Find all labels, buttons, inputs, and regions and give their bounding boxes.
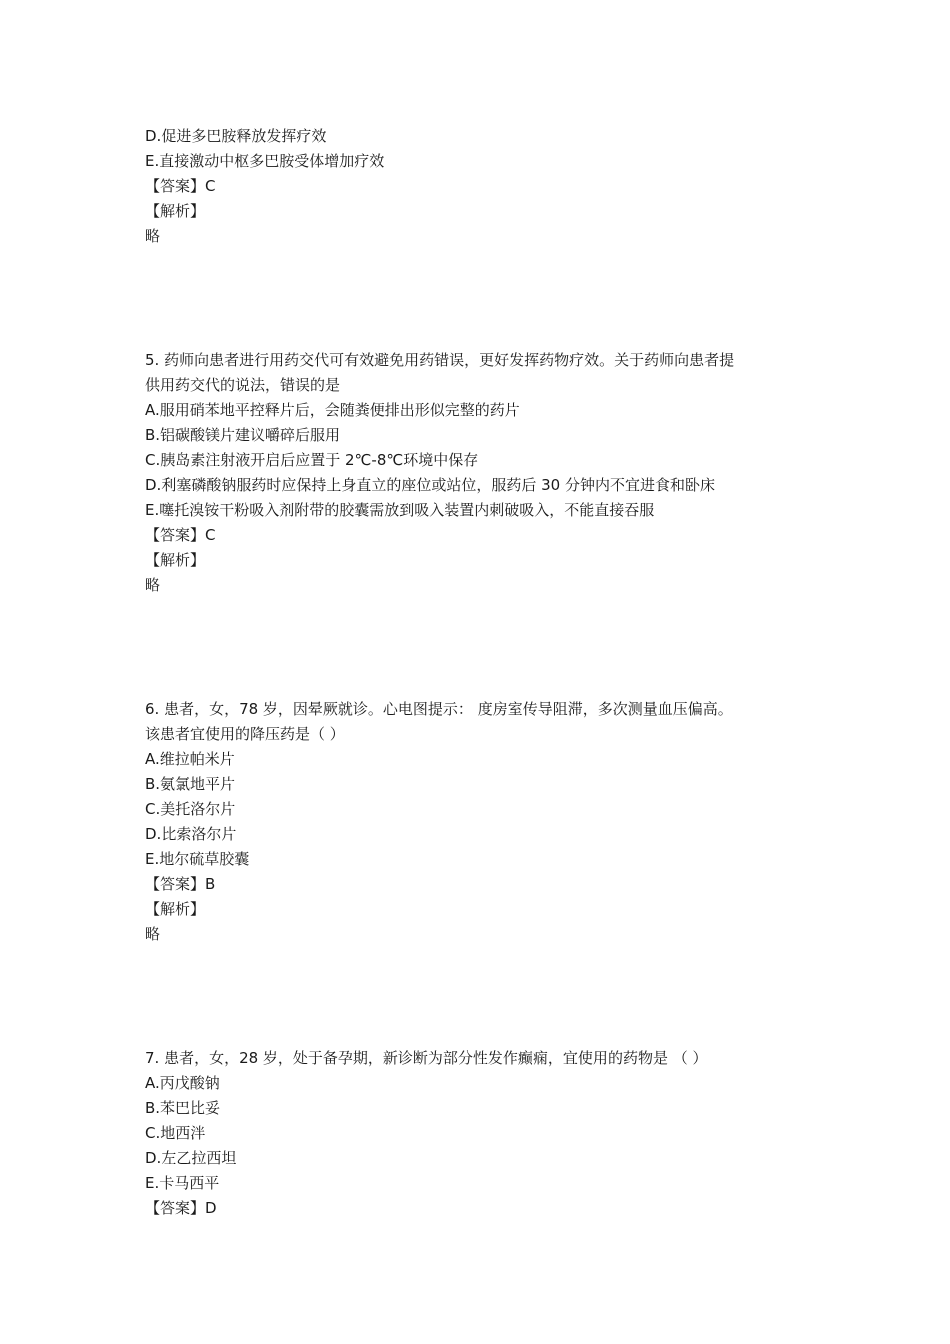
question-5 — [145, 348, 825, 598]
answer: 【答案】D — [145, 1199, 217, 1217]
option-a: A.丙戊酸钠 — [145, 1074, 220, 1092]
option-b: B.氨氯地平片 — [145, 775, 236, 793]
option-a: A.服用硝苯地平控释片后，会随粪便排出形似完整的药片 — [145, 401, 520, 419]
analysis-text: 略 — [145, 925, 161, 943]
answer: 【答案】C — [145, 526, 216, 544]
option-e: E.地尔硫草胶囊 — [145, 850, 250, 868]
question-stem: 7. 患者，女，28 岁，处于备孕期，新诊断为部分性发作癫痫，宜使用的药物是 （ ） — [145, 1049, 708, 1067]
option-e: E.卡马西平 — [145, 1174, 220, 1192]
option-c: C.胰岛素注射液开启后应置于 2℃-8℃环境中保存 — [145, 451, 479, 469]
option-c: C.美托洛尔片 — [145, 800, 236, 818]
option-b: B.苯巴比妥 — [145, 1099, 221, 1117]
option-c: C.地西泮 — [145, 1124, 206, 1142]
question-7 — [145, 1046, 825, 1221]
analysis-label: 【解析】 — [145, 202, 206, 220]
question-stem: 5. 药师向患者进行用药交代可有效避免用药错误，更好发挥药物疗效。关于药师向患者提 — [145, 351, 735, 369]
answer: 【答案】B — [145, 875, 216, 893]
option-a: A.维拉帕米片 — [145, 750, 235, 768]
option-d: D.比索洛尔片 — [145, 825, 237, 843]
option-e: E.噻托溴铵干粉吸入剂附带的胶囊需放到吸入装置内刺破吸入，不能直接吞服 — [145, 501, 655, 519]
question-stem: 供用药交代的说法，错误的是 — [145, 376, 341, 394]
analysis-text: 略 — [145, 576, 161, 594]
question-4-continued — [145, 124, 825, 249]
option-d: D.利塞磷酸钠服药时应保持上身直立的座位或站位，服药后 30 分钟内不宜进食和卧床 — [145, 476, 715, 494]
analysis-label: 【解析】 — [145, 900, 206, 918]
question-stem: 该患者宜使用的降压药是（ ） — [145, 725, 345, 743]
analysis-text: 略 — [145, 227, 161, 245]
answer: 【答案】C — [145, 177, 216, 195]
analysis-label: 【解析】 — [145, 551, 206, 569]
option-b: B.铝碳酸镁片建议嚼碎后服用 — [145, 426, 341, 444]
question-6 — [145, 697, 825, 947]
option-d: D.左乙拉西坦 — [145, 1149, 237, 1167]
question-stem: 6. 患者，女，78 岁，因晕厥就诊。心电图提示： 度房室传导阻滞，多次测量血压偏高。 — [145, 700, 733, 718]
option-d: D.促进多巴胺释放发挥疗效 — [145, 127, 327, 145]
option-e: E.直接激动中枢多巴胺受体增加疗效 — [145, 152, 385, 170]
